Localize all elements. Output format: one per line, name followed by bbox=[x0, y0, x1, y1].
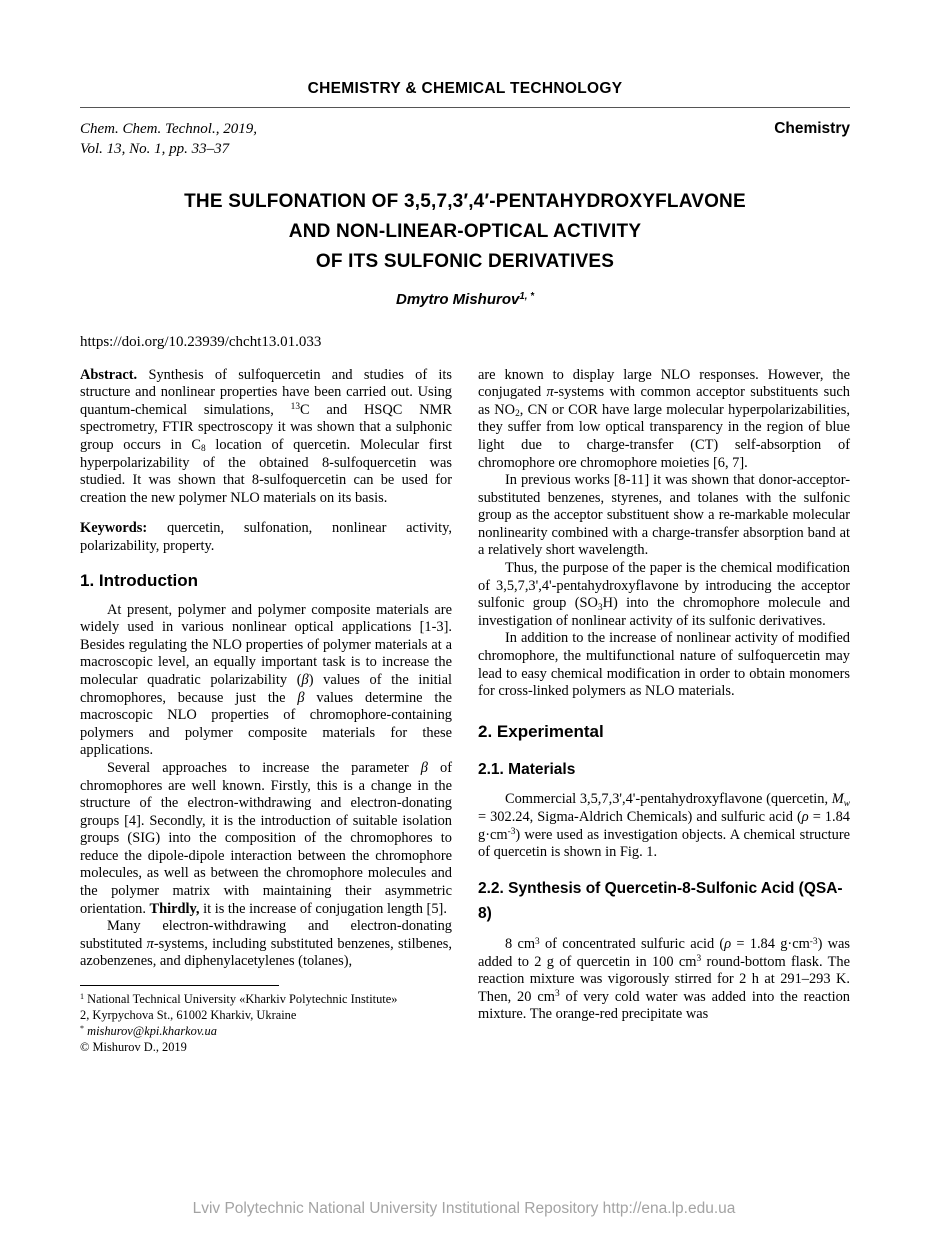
footnote-block bbox=[80, 985, 452, 1056]
journal-citation-line1: Chem. Chem. Technol., 2019, bbox=[80, 121, 257, 137]
introduction-paragraph-3-continued: are known to display large NLO responses. However, the conjugated π-systems with common acceptor substituents such as $NO_2$, CN or COR have large molecular hyperpolarizabilities, they suffer from low optical transparency in the region of blue light due to charge-transfer (CT) self-absorption of chromophore ore chromophore moieties [6, 7]. bbox=[478, 366, 850, 471]
journal-info-row bbox=[80, 119, 850, 160]
left-column bbox=[80, 367, 452, 1056]
subsection-heading-synthesis: 2.2. Synthesis of Quercetin-8-Sulfonic Acid (QSA-8) bbox=[478, 879, 843, 923]
repository-watermark: Lviv Polytechnic National University Institutional Repository http://ena.lp.edu.ua bbox=[192, 1200, 736, 1217]
introduction-paragraph-4: In previous works [8-11] it was shown that donor-acceptor-substituted benzenes, styrenes, and tolanes with the sulfonic group as the acceptor substituent show a re-markable molecular nonlinearity combined with a charge-transfer absorption band at a relatively short wavelength. bbox=[478, 472, 850, 559]
author-affiliation-marker: 1, * bbox=[519, 290, 534, 302]
right-column bbox=[478, 367, 850, 1056]
introduction-paragraph-6: In addition to the increase of nonlinear activity of modified chromophore, the multifunctional nature of sulfoquercetin may lead to easy chemical modification in order to obtain monomers for cross-linked polymers as NLO materials. bbox=[478, 630, 850, 700]
abstract-paragraph: Abstract. Synthesis of sulfoquercetin and studies of its structure and nonlinear properties have been carried out. Using quantum-chemical simulations, $^{13}$C and HSQC NMR spectrometry, FTIR spectroscopy it was shown that a sulphonic group occurs in $C_8$ location of quercetin. Molecular first hyperpolarizability of the obtained 8-sulfoquercetin was studied. It was shown that 8-sulfoquercetin can be used for creation the new polymer NLO materials on its basis. bbox=[80, 366, 453, 506]
paper-title-line1: THE SULFONATION OF 3,5,7,3′,4′-PENTAHYDROXYFLAVONE bbox=[184, 190, 746, 212]
journal-citation-line2: Vol. 13, No. 1, pp. 33–37 bbox=[80, 141, 230, 158]
section-label: Chemistry bbox=[774, 120, 850, 137]
running-head: CHEMISTRY & CHEMICAL TECHNOLOGY bbox=[307, 80, 623, 97]
introduction-paragraph-3: Many electron-withdrawing and electron-donating substituted π-systems, including substituted benzenes, stilbenes, azobenzenes, and diphenylacetylenes (tolanes), bbox=[80, 918, 452, 970]
synthesis-paragraph-1: 8 $cm^3$ of concentrated sulfuric acid (ρ = 1.84 $g\cdot cm^{-3}$) was added to 2 g of quercetin in 100 $cm^3$ round-bottom flask. The reaction mixture was vigorously stirred for 2 h at 291–293 K. Then, 20 $cm^3$ of very cold water was added into the reaction mixture. The orange-red precipitate was bbox=[478, 935, 851, 1023]
materials-paragraph-1: Commercial 3,5,7,3',4'-pentahydroxyflavone (quercetin, $M_w = 302.24$, Sigma-Aldrich Chemicals) and sulfuric acid (ρ = 1.84 $g\cdot cm^{-3}$) were used as investigation objects. A chemical structure of quercetin is shown in Fig. 1. bbox=[478, 791, 850, 861]
journal-citation bbox=[80, 119, 257, 160]
footnote-divider bbox=[80, 985, 279, 986]
section-heading-experimental: 2. Experimental bbox=[478, 721, 604, 741]
subsection-heading-materials: 2.1. Materials bbox=[478, 760, 576, 778]
author-line bbox=[80, 291, 850, 308]
footnote-copyright: © Mishurov D., 2019 bbox=[80, 1040, 187, 1055]
section-heading-introduction: 1. Introduction bbox=[80, 571, 199, 591]
doi-link[interactable]: https://doi.org/10.23939/chcht13.01.033 bbox=[80, 333, 322, 350]
keywords-paragraph: Keywords: quercetin, sulfonation, nonlinear activity, polarizability, property. bbox=[80, 520, 452, 554]
footnote-email[interactable]: * mishurov@kpi.kharkov.ua bbox=[80, 1024, 217, 1039]
paper-title-line2: AND NON-LINEAR-OPTICAL ACTIVITY bbox=[288, 220, 642, 242]
paper-title bbox=[80, 187, 850, 277]
footnote-address: 2, Kyrpychova St., 61002 Kharkiv, Ukraine bbox=[80, 1008, 297, 1023]
introduction-paragraph-2: Several approaches to increase the parameter β of chromophores are well known. Firstly, this is a change in the structure of the electron-withdrawing and electron-donating groups [4]. Secondly, it is the introduction of suitable isolation groups (SIG) into the composition of the chromophores to reduce the dipole-dipole interaction between the chromophore molecules, as well as between the chromophore molecules and the polymer matrix with maintaining their asymmetric orientation. Thirdly, it is the increase of conjugation length [5]. bbox=[80, 759, 453, 917]
footnote-affiliation: $^1$ National Technical University «Kharkiv Polytechnic Institute» bbox=[80, 992, 398, 1007]
header-divider bbox=[80, 107, 850, 108]
author-name: Dmytro Mishurov bbox=[396, 290, 520, 308]
introduction-paragraph-5: Thus, the purpose of the paper is the chemical modification of 3,5,7,3',4'-pentahydroxyflavone by introducing the acceptor sulfonic group $(SO_3H)$ into the chromophore molecule and investigation of nonlinear activity of its sulfonic derivatives. bbox=[478, 560, 850, 629]
introduction-paragraph-1: At present, polymer and polymer composite materials are widely used in various nonlinear optical applications [1-3]. Besides regulating the NLO properties of polymer materials at a macroscopic level, an equally important task is to increase the molecular quadratic polarizability (β) values of the initial chromophores, because just the β values determine the macroscopic NLO properties of chromophore-containing polymers and polymer composite materials for these applications. bbox=[80, 601, 452, 759]
paper-title-line3: OF ITS SULFONIC DERIVATIVES bbox=[315, 250, 615, 272]
two-column-body bbox=[80, 367, 850, 1056]
